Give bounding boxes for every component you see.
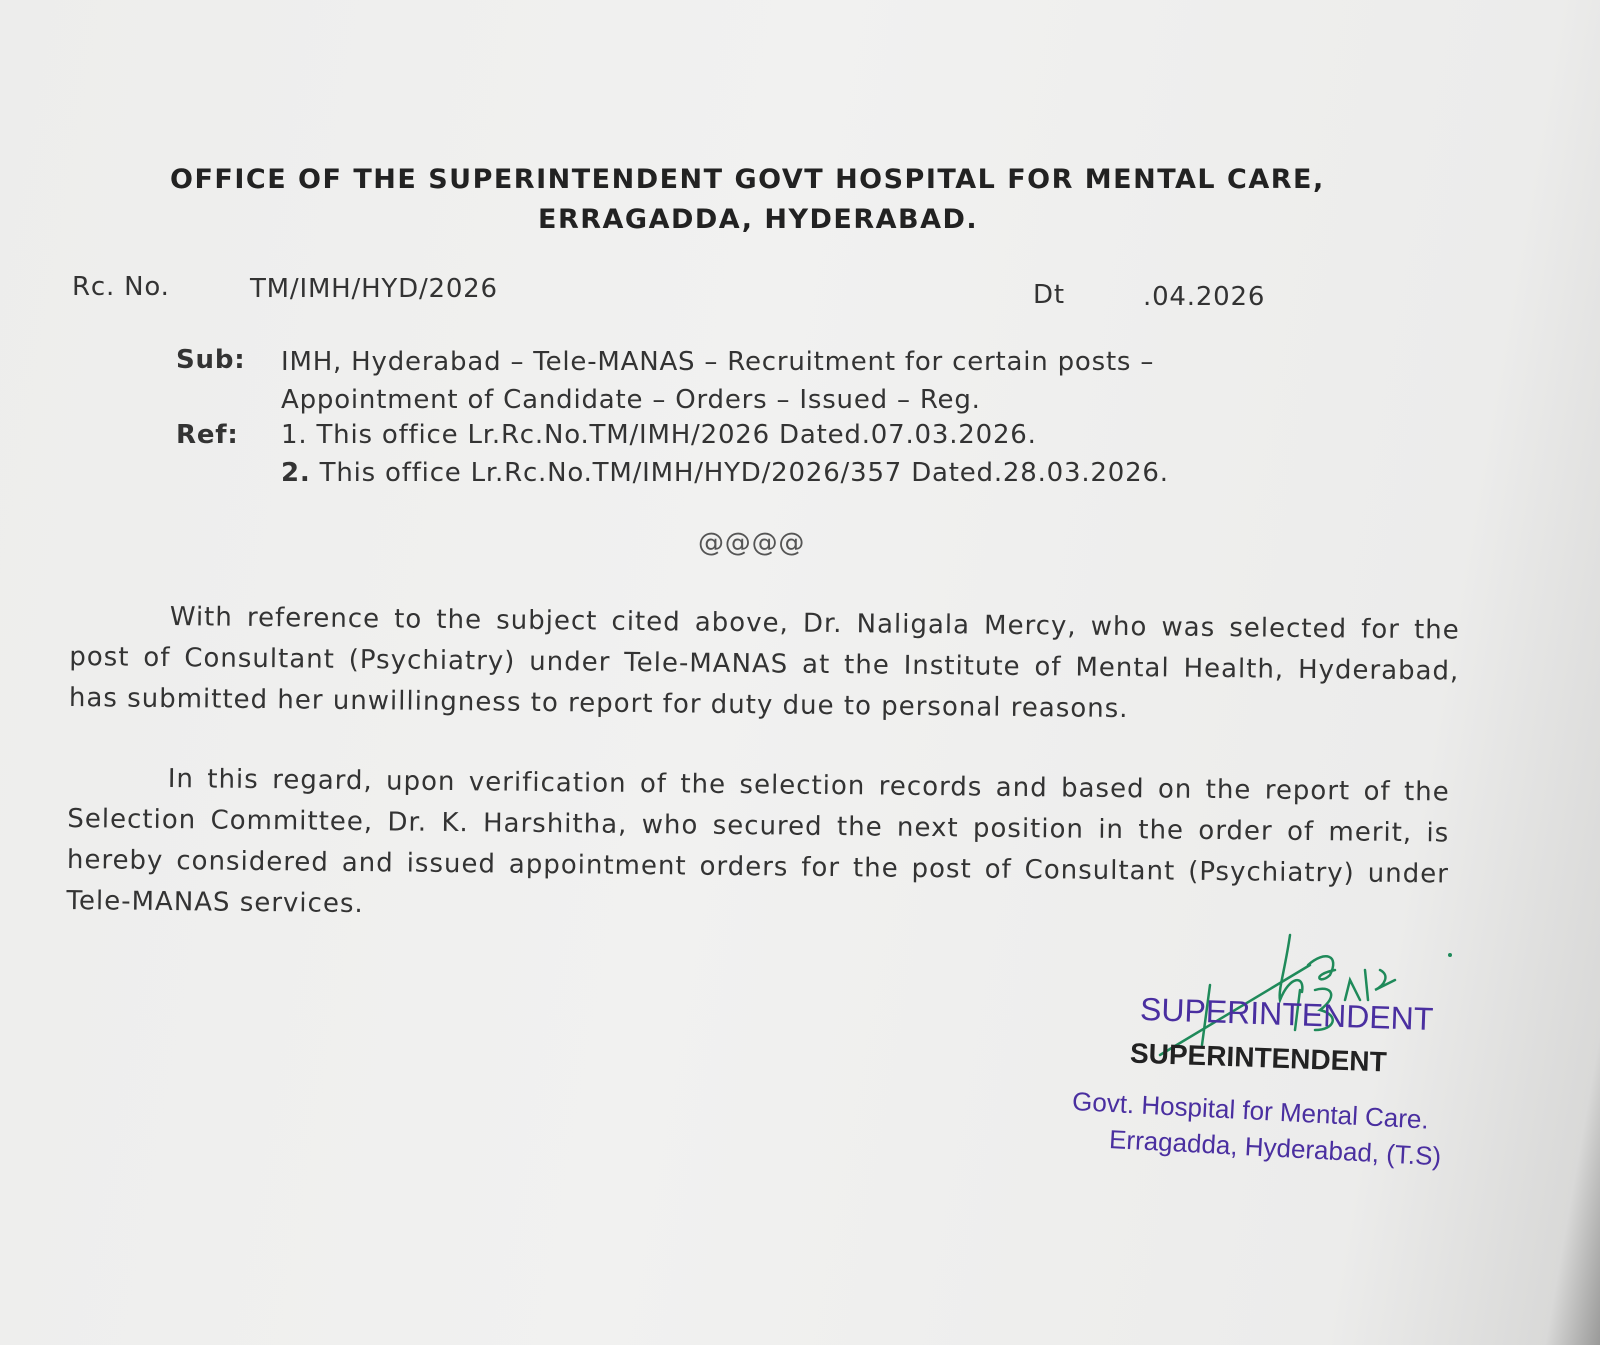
separator: @@@@ xyxy=(698,528,806,558)
office-header-line2: ERRAGADDA, HYDERABAD. xyxy=(538,204,979,235)
stamp-title: SUPERINTENDENT xyxy=(1139,990,1434,1038)
subject-label: Sub: xyxy=(176,345,246,375)
date-label: Dt xyxy=(1033,280,1065,310)
office-header-line1: OFFICE OF THE SUPERINTENDENT GOVT HOSPITAL FOR MENTAL CARE, xyxy=(170,164,1325,195)
ref-text: This office Lr.Rc.No.TM/IMH/HYD/2026/357 Dated.28.03.2026. xyxy=(319,458,1169,488)
ref-text: This office Lr.Rc.No.TM/IMH/2026 Dated.07.03.2026. xyxy=(316,420,1037,450)
rc-label: Rc. No. xyxy=(72,272,170,302)
rc-number: TM/IMH/HYD/2026 xyxy=(250,274,498,304)
paragraph-2 xyxy=(66,758,1450,936)
paragraph-1 xyxy=(69,596,1460,734)
signatory-title: SUPERINTENDENT xyxy=(1129,1037,1388,1078)
ref-item-1 xyxy=(281,420,1037,450)
paragraph-2-text: In this regard, upon verification of the selection records and based on the report of the Selection Committee, Dr. K. Harshitha, who secured the next position in the order of merit, is hereby considered and issued appointment orders for the post of Consultant (Psychiatry) under Tele-MANAS services. xyxy=(66,764,1450,920)
subject-line2: Appointment of Candidate – Orders – Issued – Reg. xyxy=(281,385,981,415)
stamp-line2: Erragadda, Hyderabad, (T.S) xyxy=(1108,1124,1442,1172)
subject-line1: IMH, Hyderabad – Tele-MANAS – Recruitment for certain posts – xyxy=(281,347,1155,377)
stamp-line1: Govt. Hospital for Mental Care. xyxy=(1071,1086,1430,1135)
ref-item-2 xyxy=(281,458,1169,488)
ref-label: Ref: xyxy=(176,420,239,450)
paragraph-1-text: With reference to the subject cited above, Dr. Naligala Mercy, who was selected for the post of Consultant (Psychiatry) under Tele-MANAS at the Institute of Mental Health, Hyderabad, has submitted her unwillingness to report for duty due to personal reasons. xyxy=(68,602,1460,725)
ref-num: 1. xyxy=(281,420,308,450)
date-value: .04.2026 xyxy=(1143,282,1266,312)
ref-num: 2. xyxy=(281,458,311,488)
